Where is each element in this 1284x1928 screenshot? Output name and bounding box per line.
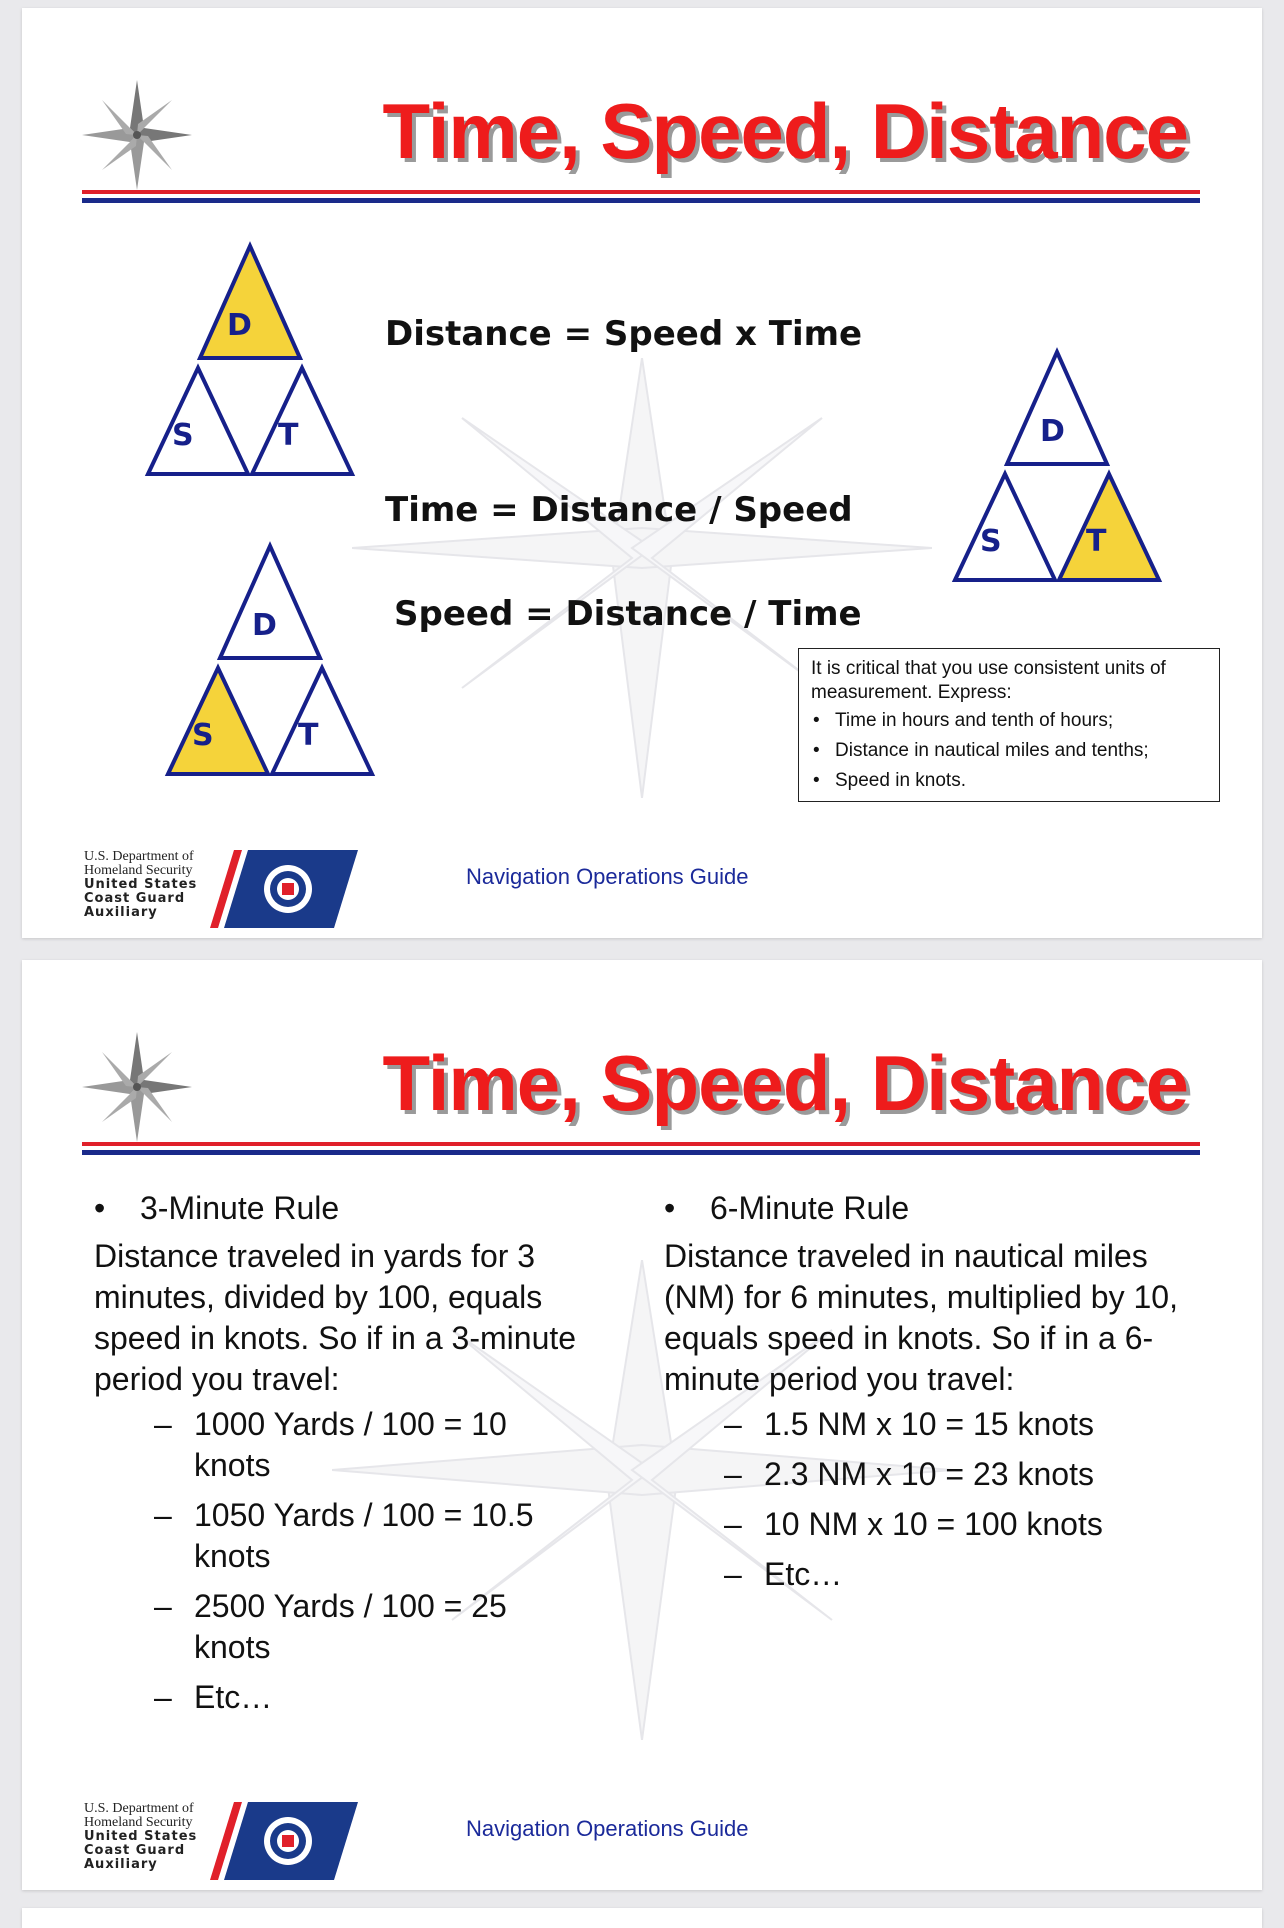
org-line-3: Auxiliary: [84, 1857, 158, 1872]
dst-triangle-speed: [140, 540, 400, 780]
tri2-letter-t: T: [1086, 524, 1107, 559]
coast-guard-stripe-icon: [208, 1802, 358, 1882]
footer-guide-title: Navigation Operations Guide: [466, 1816, 749, 1841]
slide-2: [22, 960, 1262, 1890]
list-item: – 2.3 NM x 10 = 23 knots: [764, 1454, 1209, 1495]
six-minute-rule-heading: • 6-Minute Rule: [664, 1188, 1209, 1228]
tri2-letter-s: S: [980, 524, 1002, 559]
dhs-wordmark: [84, 850, 214, 920]
list-item: – Etc…: [764, 1554, 1209, 1595]
three-minute-rule-heading: • 3-Minute Rule: [94, 1188, 614, 1228]
info-item: • Speed in knots.: [831, 769, 1207, 793]
list-item: – 10 NM x 10 = 100 knots: [764, 1504, 1209, 1545]
dhs-wordmark: [84, 1802, 214, 1872]
org-line-3: Auxiliary: [84, 905, 158, 920]
tri1-letter-t: T: [278, 418, 299, 453]
units-info-box: [798, 648, 1220, 802]
list-item: – 2500 Yards / 100 = 25 knots: [194, 1586, 534, 1668]
org-line-2: Coast Guard: [84, 1843, 186, 1858]
six-minute-rule-text: Distance traveled in nautical miles (NM) for 6 minutes, multiplied by 10, equals speed in knots. So if in a 6-minute period you travel:: [664, 1238, 1178, 1397]
slide-title: Time, Speed, Distance: [382, 87, 1188, 175]
three-minute-rule-text: Distance traveled in yards for 3 minutes, divided by 100, equals speed in knots. So if in a 3-minute period you travel:: [94, 1238, 577, 1397]
formula-time: Time = Distance / Speed: [385, 490, 853, 530]
slide-title: Time, Speed, Distance: [382, 1039, 1188, 1127]
tri2-letter-d: D: [1040, 414, 1065, 449]
slide-1: [22, 8, 1262, 938]
next-slide-edge: [22, 1908, 1262, 1928]
dst-triangle-distance: [120, 240, 380, 480]
compass-rose-icon: [82, 1032, 192, 1142]
title-rule-red: [82, 1142, 1200, 1146]
org-line-1: United States: [84, 877, 198, 892]
list-item: – 1050 Yards / 100 = 10.5 knots: [194, 1495, 534, 1577]
footer-guide-title: Navigation Operations Guide: [466, 864, 749, 889]
org-line-1: United States: [84, 1829, 198, 1844]
dept-line-2: Homeland Security: [84, 1815, 193, 1830]
three-minute-rule-column: [94, 1188, 614, 1727]
compass-rose-icon: [82, 80, 192, 190]
list-item: – 1000 Yards / 100 = 10 knots: [194, 1404, 534, 1486]
dept-line-1: U.S. Department of: [84, 1801, 194, 1816]
six-minute-rule-column: [664, 1188, 1209, 1604]
dept-line-2: Homeland Security: [84, 863, 193, 878]
tri3-letter-t: T: [298, 718, 319, 753]
tri1-letter-d: D: [227, 308, 252, 343]
org-line-2: Coast Guard: [84, 891, 186, 906]
title-rule-blue: [82, 1150, 1200, 1155]
dept-line-1: U.S. Department of: [84, 849, 194, 864]
title-rule-blue: [82, 198, 1200, 203]
title-rule-red: [82, 190, 1200, 194]
info-intro: It is critical that you use consistent units of measurement. Express:: [811, 658, 1166, 703]
tri3-letter-s: S: [192, 718, 214, 753]
info-item: • Time in hours and tenth of hours;: [831, 709, 1207, 733]
tri1-letter-s: S: [172, 418, 194, 453]
list-item: – 1.5 NM x 10 = 15 knots: [764, 1404, 1209, 1445]
list-item: – Etc…: [194, 1677, 534, 1718]
info-item: • Distance in nautical miles and tenths;: [831, 739, 1207, 763]
formula-distance: Distance = Speed x Time: [385, 314, 863, 354]
dst-triangle-time: [927, 346, 1187, 586]
formula-speed: Speed = Distance / Time: [394, 594, 862, 634]
coast-guard-stripe-icon: [208, 850, 358, 930]
tri3-letter-d: D: [252, 608, 277, 643]
